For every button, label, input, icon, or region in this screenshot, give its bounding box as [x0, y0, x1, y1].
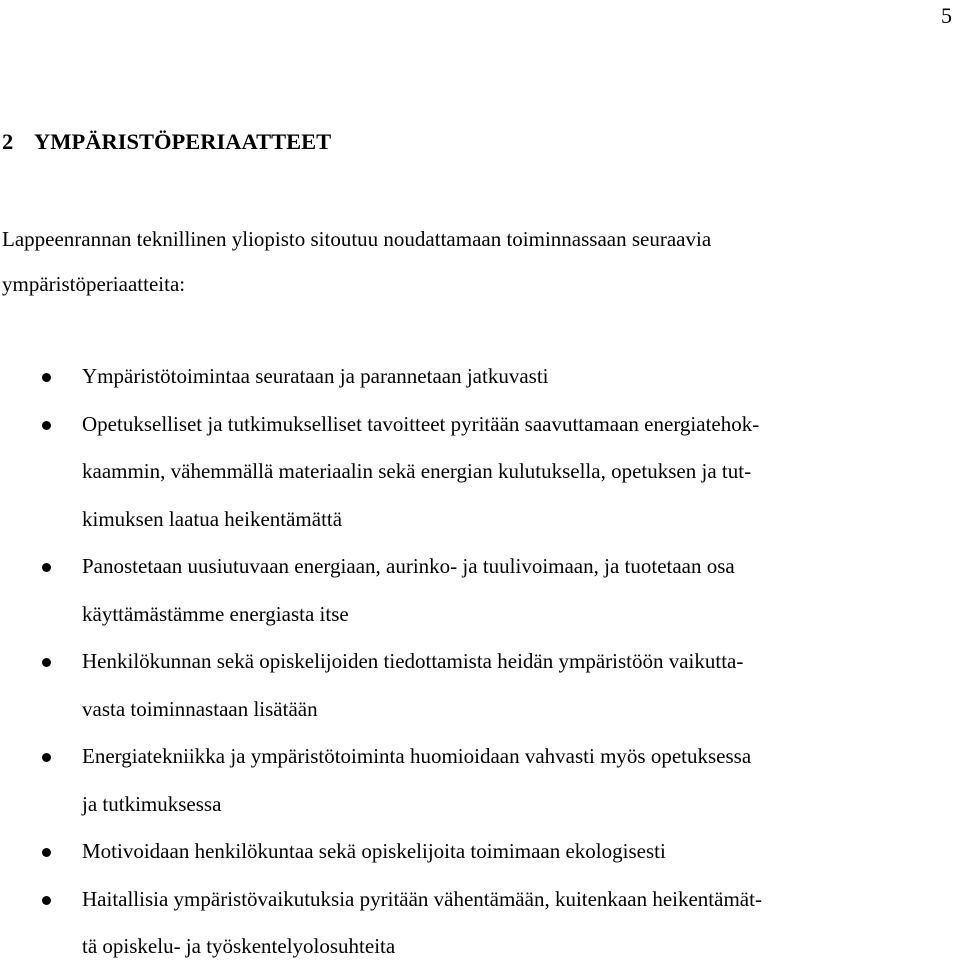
list-item-line: kimuksen laatua heikentämättä [82, 506, 343, 531]
section-title: YMPÄRISTÖPERIAATTEET [34, 129, 332, 154]
page-number: 5 [941, 3, 952, 28]
list-item [0, 638, 960, 733]
list-item [0, 353, 960, 401]
list-item [0, 733, 960, 828]
section-heading [2, 127, 331, 157]
bullet-icon [42, 896, 51, 905]
bullet-icon [42, 373, 51, 382]
bullet-icon [42, 848, 51, 857]
list-item [0, 543, 960, 638]
bullet-icon [42, 421, 51, 430]
bullet-icon [42, 658, 51, 667]
list-item-line: kaammin, vähemmällä materiaalin sekä energian kulutuksella, opetuksen ja tut- [82, 459, 752, 483]
list-item-line: Haitallisia ympäristövaikutuksia pyritään vähentämään, kuitenkaan heikentämät- [82, 886, 762, 911]
list-item-line: Opetukselliset ja tutkimukselliset tavoitteet pyritään saavuttamaan energiatehok- [82, 411, 760, 436]
list-item-line: tä opiskelu- ja työskentelyolosuhteita [82, 934, 396, 958]
list-item-line: ja tutkimuksessa [82, 791, 222, 816]
list-item-line: Energiatekniikka ja ympäristötoiminta huomioidaan vahvasti myös opetuksessa [82, 744, 752, 768]
list-item [0, 828, 960, 876]
intro-line: ympäristöperiaatteita: [2, 272, 186, 296]
intro-paragraph [2, 217, 947, 307]
principles-list [0, 353, 960, 971]
list-item [0, 401, 960, 544]
list-item-line: Ympäristötoimintaa seurataan ja parannetaan jatkuvasti [82, 364, 549, 388]
list-item-line: käyttämästämme energiasta itse [82, 601, 349, 626]
list-item-line: Henkilökunnan sekä opiskelijoiden tiedottamista heidän ympäristöön vaikutta- [82, 649, 744, 673]
list-item-line: vasta toiminnastaan lisätään [82, 696, 318, 721]
list-item-line: Motivoidaan henkilökuntaa sekä opiskelijoita toimimaan ekologisesti [82, 839, 666, 863]
list-item [0, 876, 960, 971]
bullet-icon [42, 563, 51, 572]
bullet-icon [42, 753, 51, 762]
list-item-line: Panostetaan uusiutuvaan energiaan, aurinko- ja tuulivoimaan, ja tuotetaan osa [82, 554, 735, 578]
intro-line: Lappeenrannan teknillinen yliopisto sitoutuu noudattamaan toiminnassaan seuraavia [2, 227, 712, 251]
section-number: 2 [2, 129, 14, 154]
